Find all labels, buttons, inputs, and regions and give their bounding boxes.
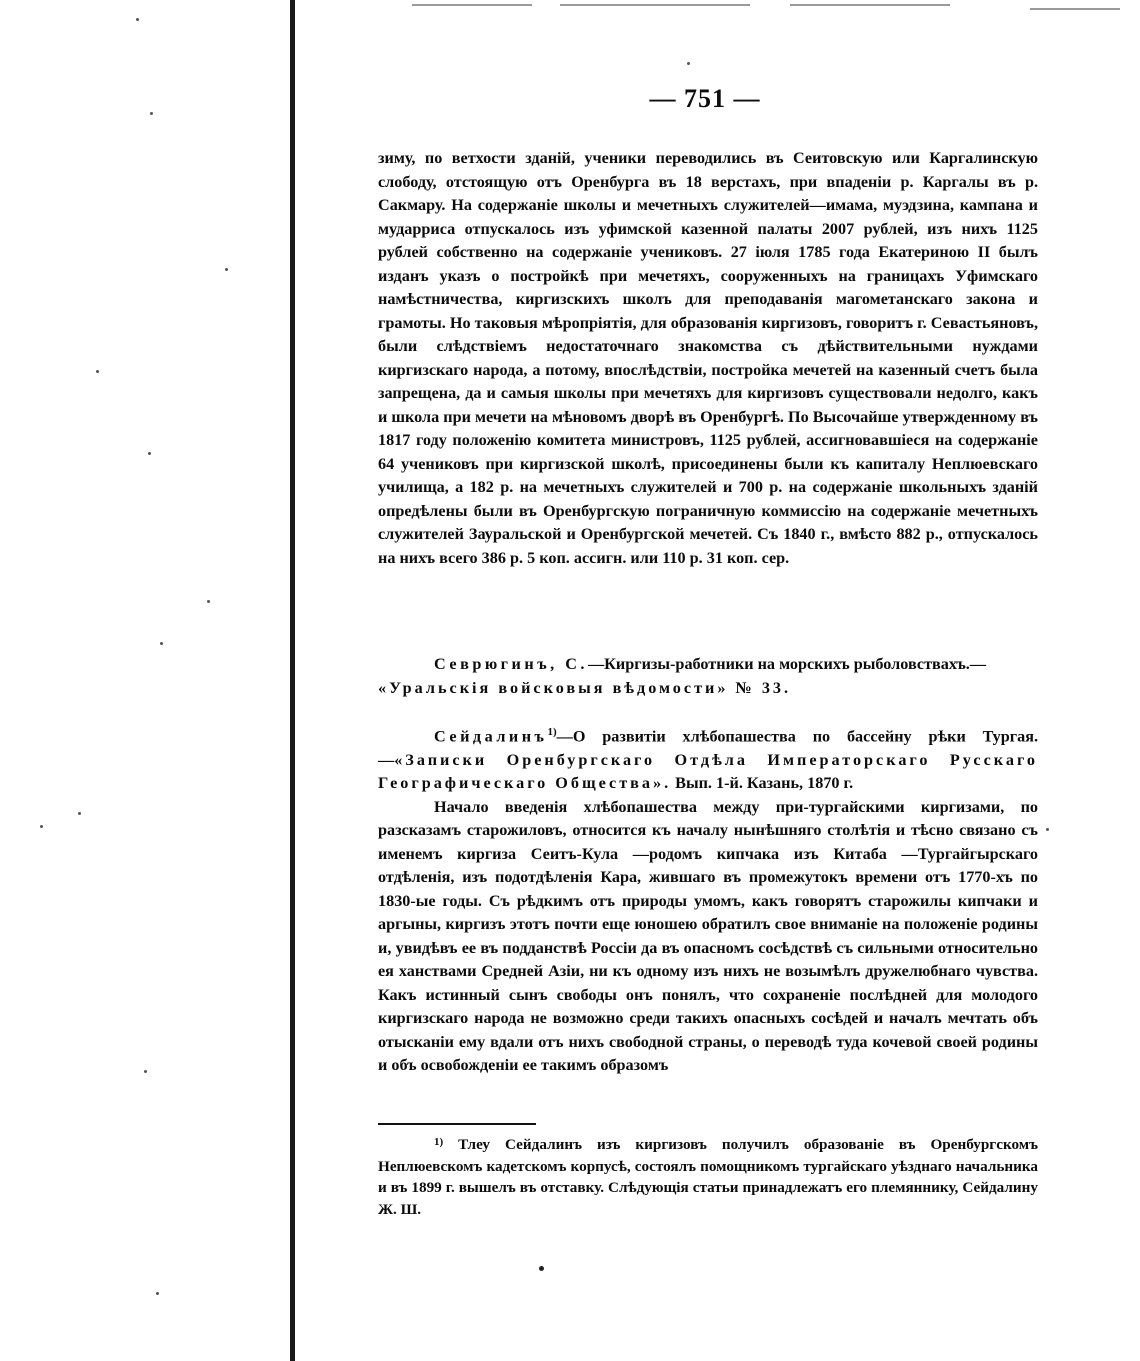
entry-source: «Уральскія войсковыя вѣдомости» № 33. bbox=[378, 678, 792, 697]
scan-speck bbox=[150, 112, 153, 115]
top-scan-rule bbox=[790, 4, 950, 6]
scan-speck bbox=[1046, 828, 1049, 831]
top-scan-rule bbox=[1030, 8, 1120, 10]
scan-speck bbox=[78, 812, 81, 815]
page-number: — 751 — bbox=[649, 84, 761, 113]
footnote-mark: 1) bbox=[434, 1136, 444, 1148]
scan-speck bbox=[136, 18, 139, 21]
scan-speck bbox=[144, 1070, 147, 1073]
scan-speck bbox=[40, 825, 43, 828]
body-text-continued bbox=[378, 147, 1038, 570]
paragraph: Начало введенія хлѣбопашества между при-тургайскими киргизами, по разсказамъ старожиловъ, относится къ началу нынѣшняго столѣтія и тѣсно связано съ именемъ киргиза Сеитъ-Кула —родомъ кипчака изъ Китаба —Тургайгырскаго отдѣленія, изъ подотдѣленія Кара, жившаго въ промежутокъ времени отъ 1770-хъ по 1830-ые годы. Съ рѣдкимъ отъ природы умомъ, какъ говорятъ старожилы кипчаки и аргыны, киргизъ этотъ почти еще юношею обратилъ свое вниманіе на положеніе родины и, увидѣвъ ее въ подданствѣ Россіи да въ опасномъ сосѣдствѣ съ сильными относительно ея ханствами Средней Азіи, ни къ одному изъ нихъ не возымѣлъ дружелюбнаго чувства. Какъ истинный сынъ свободы онъ понялъ, что сохраненіе послѣдней для молодого киргизскаго народа не возможно среди такихъ опасныхъ сосѣдей и началъ мечтать объ отысканіи ему вдали отъ нихъ свободной страны, о переводѣ туда кочевой своей родины и объ освобожденіи ее такимъ образомъ bbox=[378, 797, 1038, 1075]
paragraph: зиму, по ветхости зданій, ученики переводились въ Сеитовскую или Каргалинскую слободу, отстоящую отъ Оренбурга въ 18 верстахъ, при впаденіи р. Каргалы въ р. Сакмару. На содержаніе школы и мечетныхъ служителей—имама, муэдзина, кампана и мударриса отпускалось изъ уфимской казенной палаты 2007 рублей, изъ нихъ 1125 рублей собственно на содержаніе учениковъ. 27 іюля 1785 года Екатериною II былъ изданъ указъ о постройкѣ при мечетяхъ, сооруженныхъ на границахъ Уфимскаго намѣстничества, киргизскихъ школъ для преподаванія магометанскаго закона и грамоты. Но таковыя мѣропріятія, для образованія киргизовъ, говоритъ г. Севастьяновъ, были слѣдствіемъ недостаточнаго знакомства съ дѣйствительными нуждами киргизскаго народа, а потому, впослѣдствіи, постройка мечетей на казенный счетъ была запрещена, да и самыя школы при мечетяхъ для киргизовъ существовали недолго, какъ и школа при мечети на мѣновомъ дворѣ въ Оренбургѣ. По Высочайше утвержденному въ 1817 году положенію комитета министровъ, 1125 рублей, ассигновавшіеся на содержаніе 64 учениковъ при киргизской школѣ, присоединены были къ капиталу Неплюевскаго училища, а 182 р. на мечетныхъ служителей и 700 р. на содержаніе школьныхъ зданій опредѣлены были въ Оренбургскую пограничную коммиссію на содержаніе мечетныхъ служителей Зауральской и Оренбургской мечетей. Съ 1840 г., вмѣсто 882 р., отпускалось на нихъ всего 386 р. 5 коп. ассигн. или 110 р. 31 коп. сер. bbox=[378, 149, 1038, 567]
entry-source: «Записки Оренбургскаго Отдѣла Императорскаго Русскаго Географическаго Общества». bbox=[378, 750, 1038, 793]
scan-speck bbox=[207, 600, 210, 603]
footnote bbox=[378, 1132, 1038, 1220]
footnote-reference: 1) bbox=[547, 726, 557, 738]
binding-edge bbox=[290, 0, 295, 1361]
entry-title: —О развитіи хлѣбопашества по бассейну рѣки Тургая.— bbox=[378, 727, 1038, 769]
scan-speck bbox=[96, 370, 99, 373]
footnote-text-line bbox=[378, 1132, 1038, 1220]
top-scan-rule bbox=[560, 4, 750, 6]
entry-imprint: Вып. 1-й. Казань, 1870 г. bbox=[675, 774, 854, 793]
entry-author: Сейдалинъ bbox=[434, 727, 548, 746]
bibliography-entry-seydalin bbox=[378, 721, 1038, 1078]
scan-speck bbox=[148, 452, 151, 455]
footnote-text: Тлеу Сейдалинъ изъ киргизовъ получилъ образованіе въ Оренбургскомъ Неплюевскомъ кадетскомъ корпусѣ, состоялъ помощникомъ тургайскаго уѣзднаго начальника и въ 1899 г. вышелъ въ отставку. Слѣдующія статьи принадлежатъ его племяннику, Сейдалину Ж. Ш. bbox=[378, 1136, 1038, 1218]
scan-speck bbox=[687, 62, 690, 65]
scan-speck bbox=[156, 1292, 159, 1295]
entry-title: —Киргизы-работники на морскихъ рыболовствахъ.— bbox=[587, 655, 987, 673]
footnote-divider bbox=[378, 1123, 536, 1125]
entry-author: Севрюгинъ, С. bbox=[434, 655, 588, 673]
entry-line bbox=[378, 653, 1038, 700]
scan-speck bbox=[225, 268, 228, 271]
entry-line bbox=[378, 721, 1038, 796]
top-scan-rule bbox=[412, 4, 532, 6]
bibliography-entry-sevryugin bbox=[378, 653, 1038, 700]
scan-speck bbox=[539, 1266, 544, 1271]
scan-speck bbox=[160, 642, 163, 645]
